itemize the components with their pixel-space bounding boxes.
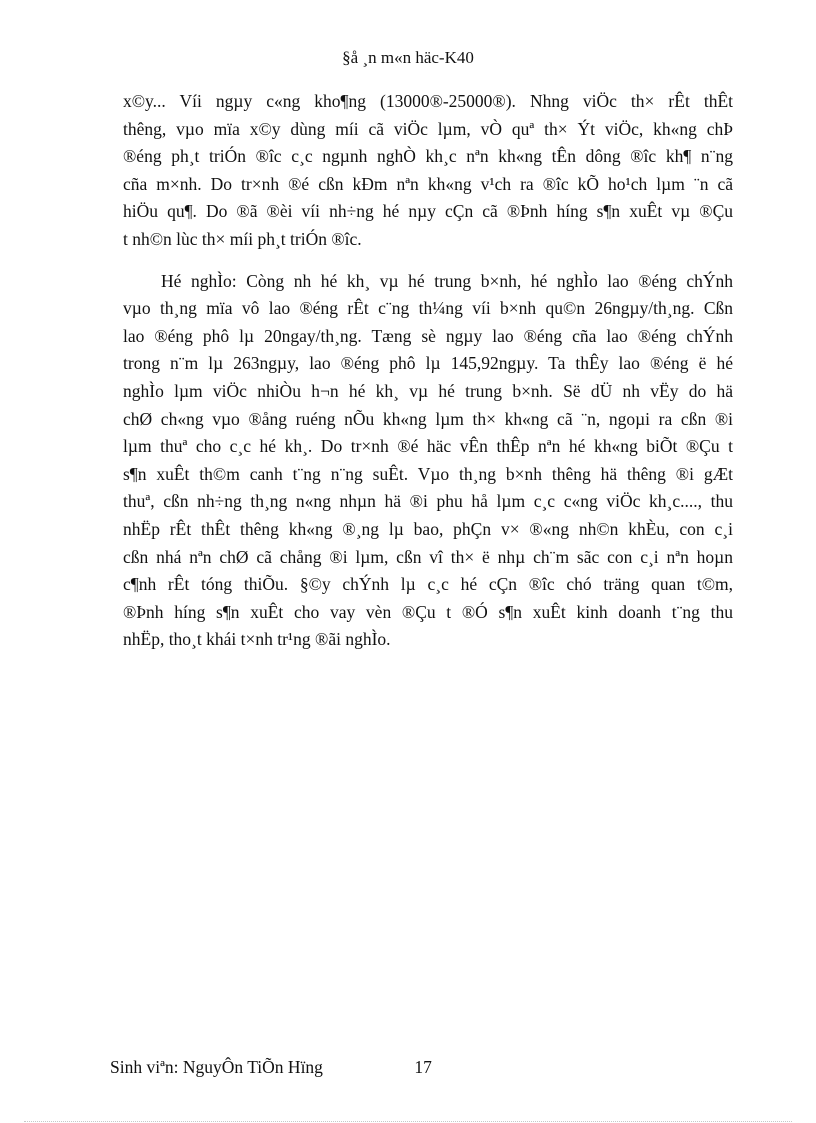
- footer-author: Sinh viªn: NguyÔn TiÕn Hïng: [110, 1057, 323, 1077]
- text-line: chØ ch«ng vµo ®ång ruéng nÕu kh«ng lµm th× kh«ng cã ¨n, ngoµi ra cßn ®i: [123, 408, 733, 429]
- text-line: cßn nhá nªn chØ cã chång ®i lµm, cßn vî th× ë nhµ ch¨m sãc con c¸i nªn hoµn: [123, 546, 733, 567]
- paragraph-2: [123, 268, 733, 654]
- text-line: thêng, vµo mïa x©y dùng míi cã viÖc lµm, vÒ quª th× Ýt viÖc, kh«ng chÞ: [123, 118, 733, 139]
- text-line: cña m×nh. Do tr×nh ®é cßn kÐm nªn kh«ng v¹ch ra ®îc kÕ ho¹ch lµm ¨n cã: [123, 173, 733, 194]
- text-line: nhËp rÊt thÊt thêng kh«ng ®¸ng lµ bao, phÇn v× ®«ng nh©n khÈu, con c¸i: [123, 518, 733, 539]
- text-line: lµm thuª cho c¸c hé kh¸. Do tr×nh ®é häc vÊn thÊp nªn hé kh«ng biÕt ®Çu t: [123, 436, 733, 457]
- text-line: nghÌo lµm viÖc nhiÒu h¬n hé kh¸ vµ hé trung b×nh. Së dÜ nh vËy do hä: [123, 380, 733, 401]
- text-line: ®éng ph¸t triÓn ®îc c¸c ngµnh nghÒ kh¸c nªn kh«ng tÊn dông ®îc kh¶ n¨ng: [123, 146, 733, 167]
- page-number: 17: [414, 1057, 432, 1077]
- paragraph-1: [123, 88, 733, 254]
- text-line: t nh©n lùc th× míi ph¸t triÓn ®îc.: [123, 228, 362, 249]
- text-line: hiÖu qu¶. Do ®ã ®èi víi nh÷ng hé nµy cÇn cã ®Þnh híng s¶n xuÊt vµ ®Çu: [123, 201, 733, 222]
- text-line: vµo th¸ng mïa vô lao ®éng rÊt c¨ng th¼ng víi b×nh qu©n 26ngµy/th¸ng. Cßn: [123, 298, 733, 319]
- text-line: c¶nh rÊt tóng thiÕu. §©y chÝnh lµ c¸c hé cÇn ®îc chó träng quan t©m,: [123, 574, 733, 595]
- text-line: Hé nghÌo: Còng nh hé kh¸ vµ hé trung b×nh, hé nghÌo lao ®éng chÝnh: [161, 270, 733, 291]
- text-line: nhËp, tho¸t khái t×nh tr¹ng ®ãi nghÌo.: [123, 629, 391, 650]
- text-line: s¶n xuÊt th©m canh t¨ng n¨ng suÊt. Vµo th¸ng b×nh thêng hä thêng ®i gÆt: [123, 463, 733, 484]
- body-text: [123, 88, 733, 654]
- footer-divider: [24, 1121, 792, 1122]
- text-line: ®Þnh híng s¶n xuÊt cho vay vèn ®Çu t ®Ó s¶n xuÊt kinh doanh t¨ng thu: [123, 601, 733, 622]
- text-line: trong n¨m lµ 263ngµy, lao ®éng phô lµ 145,92ngµy. Ta thÊy lao ®éng ë hé: [123, 353, 733, 374]
- page-footer: [110, 1056, 432, 1078]
- text-line: thuª, cßn nh÷ng th¸ng n«ng nhµn hä ®i phu hå lµm c¸c c«ng viÖc kh¸c...., thu: [123, 491, 733, 512]
- text-line: lao ®éng phô lµ 20ngay/th¸ng. Tæng sè ngµy lao ®éng cña lao ®éng chÝnh: [123, 325, 733, 346]
- text-line: x©y... Víi ngµy c«ng kho¶ng (13000®-25000®). Nhng viÖc th× rÊt thÊt: [123, 91, 733, 111]
- running-header: §å ¸n m«n häc-K40: [342, 48, 474, 67]
